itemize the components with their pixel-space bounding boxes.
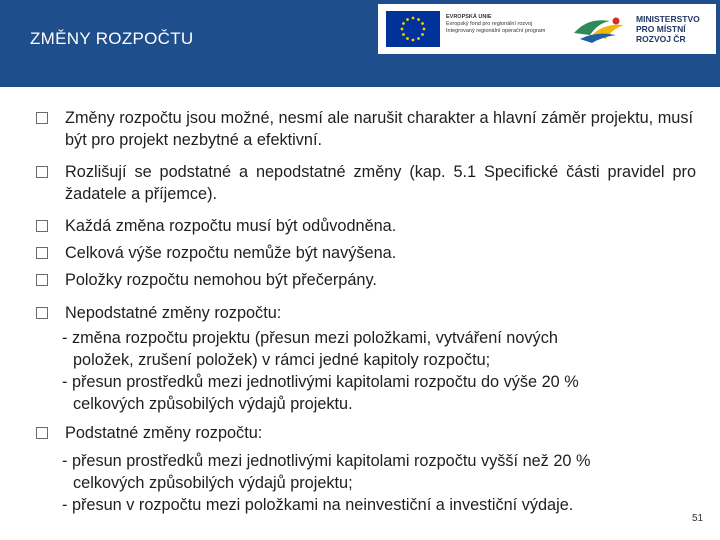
slide-title: ZMĚNY ROZPOČTU bbox=[30, 29, 194, 48]
ministry-logo-text bbox=[636, 14, 700, 44]
sub-item-text: - přesun v rozpočtu mezi položkami na neinvestiční a investiční výdaje. bbox=[62, 496, 574, 514]
eu-star-icon bbox=[406, 37, 409, 40]
eu-logo-text bbox=[446, 14, 566, 35]
bullet-text: Celková výše rozpočtu nemůže být navýšena. bbox=[65, 244, 397, 262]
eu-flag-icon bbox=[386, 11, 440, 47]
page-number: 51 bbox=[692, 513, 704, 524]
checkbox-bullet-icon bbox=[36, 274, 48, 286]
eu-star-icon bbox=[412, 39, 415, 42]
bullet-text: Každá změna rozpočtu musí být odůvodněna. bbox=[65, 217, 397, 235]
bullet-text: Podstatné změny rozpočtu: bbox=[65, 424, 263, 442]
checkbox-bullet-icon bbox=[36, 166, 48, 178]
bullet-text: Rozlišují se podstatné a nepodstatné změny (kap. 5.1 Specifické části pravidel pro žadatele a příjemce). bbox=[65, 163, 696, 203]
eu-logo-line: Integrovaný regionální operační program bbox=[446, 28, 546, 34]
bullet-item bbox=[36, 422, 696, 444]
checkbox-bullet-icon bbox=[36, 112, 48, 124]
slide-header bbox=[0, 0, 720, 87]
sub-item-text: - přesun prostředků mezi jednotlivými kapitolami rozpočtu do výše 20 % bbox=[62, 373, 579, 391]
sub-item-text: položek, zrušení položek) v rámci jedné kapitoly rozpočtu; bbox=[73, 351, 491, 369]
sub-list bbox=[36, 327, 696, 415]
sub-item-text: celkových způsobilých výdajů projektu; bbox=[73, 474, 353, 492]
ministry-logo-line: ROZVOJ ČR bbox=[636, 34, 686, 44]
bullet-text: Změny rozpočtu jsou možné, nesmí ale narušit charakter a hlavní záměr projektu, musí být pro projekt nezbytné a efektivní. bbox=[65, 109, 694, 149]
ministry-logo-icon bbox=[570, 13, 628, 45]
bullet-list bbox=[36, 107, 696, 516]
checkbox-bullet-icon bbox=[36, 307, 48, 319]
sub-item-text: celkových způsobilých výdajů projektu. bbox=[73, 395, 353, 413]
bullet-item bbox=[36, 302, 696, 324]
bullet-item bbox=[36, 107, 696, 151]
eu-star-icon bbox=[412, 17, 415, 20]
bullet-item bbox=[36, 215, 696, 237]
checkbox-bullet-icon bbox=[36, 220, 48, 232]
ministry-logo-line: PRO MÍSTNÍ bbox=[636, 24, 686, 34]
eu-star-icon bbox=[402, 22, 405, 25]
eu-star-icon bbox=[417, 37, 420, 40]
sub-item-text: - změna rozpočtu projektu (přesun mezi položkami, vytváření nových bbox=[62, 329, 558, 347]
eu-star-icon bbox=[421, 33, 424, 36]
sub-list bbox=[36, 450, 696, 516]
eu-logo-line: Evropský fond pro regionální rozvoj bbox=[446, 21, 533, 27]
sub-item-text: - přesun prostředků mezi jednotlivými kapitolami rozpočtu vyšší než 20 % bbox=[62, 452, 591, 470]
bullet-item bbox=[36, 269, 696, 291]
checkbox-bullet-icon bbox=[36, 427, 48, 439]
bullet-item bbox=[36, 242, 696, 264]
bullet-item bbox=[36, 161, 696, 205]
eu-star-icon bbox=[417, 18, 420, 21]
bullet-text: Nepodstatné změny rozpočtu: bbox=[65, 304, 282, 322]
eu-star-icon bbox=[421, 22, 424, 25]
eu-star-icon bbox=[423, 28, 426, 31]
eu-star-icon bbox=[406, 18, 409, 21]
eu-star-icon bbox=[401, 28, 404, 31]
logo-bar bbox=[378, 4, 716, 54]
bullet-text: Položky rozpočtu nemohou být přečerpány. bbox=[65, 271, 377, 289]
checkbox-bullet-icon bbox=[36, 247, 48, 259]
eu-star-icon bbox=[402, 33, 405, 36]
ministry-logo-line: MINISTERSTVO bbox=[636, 14, 700, 24]
eu-logo-line: EVROPSKÁ UNIE bbox=[446, 14, 492, 20]
